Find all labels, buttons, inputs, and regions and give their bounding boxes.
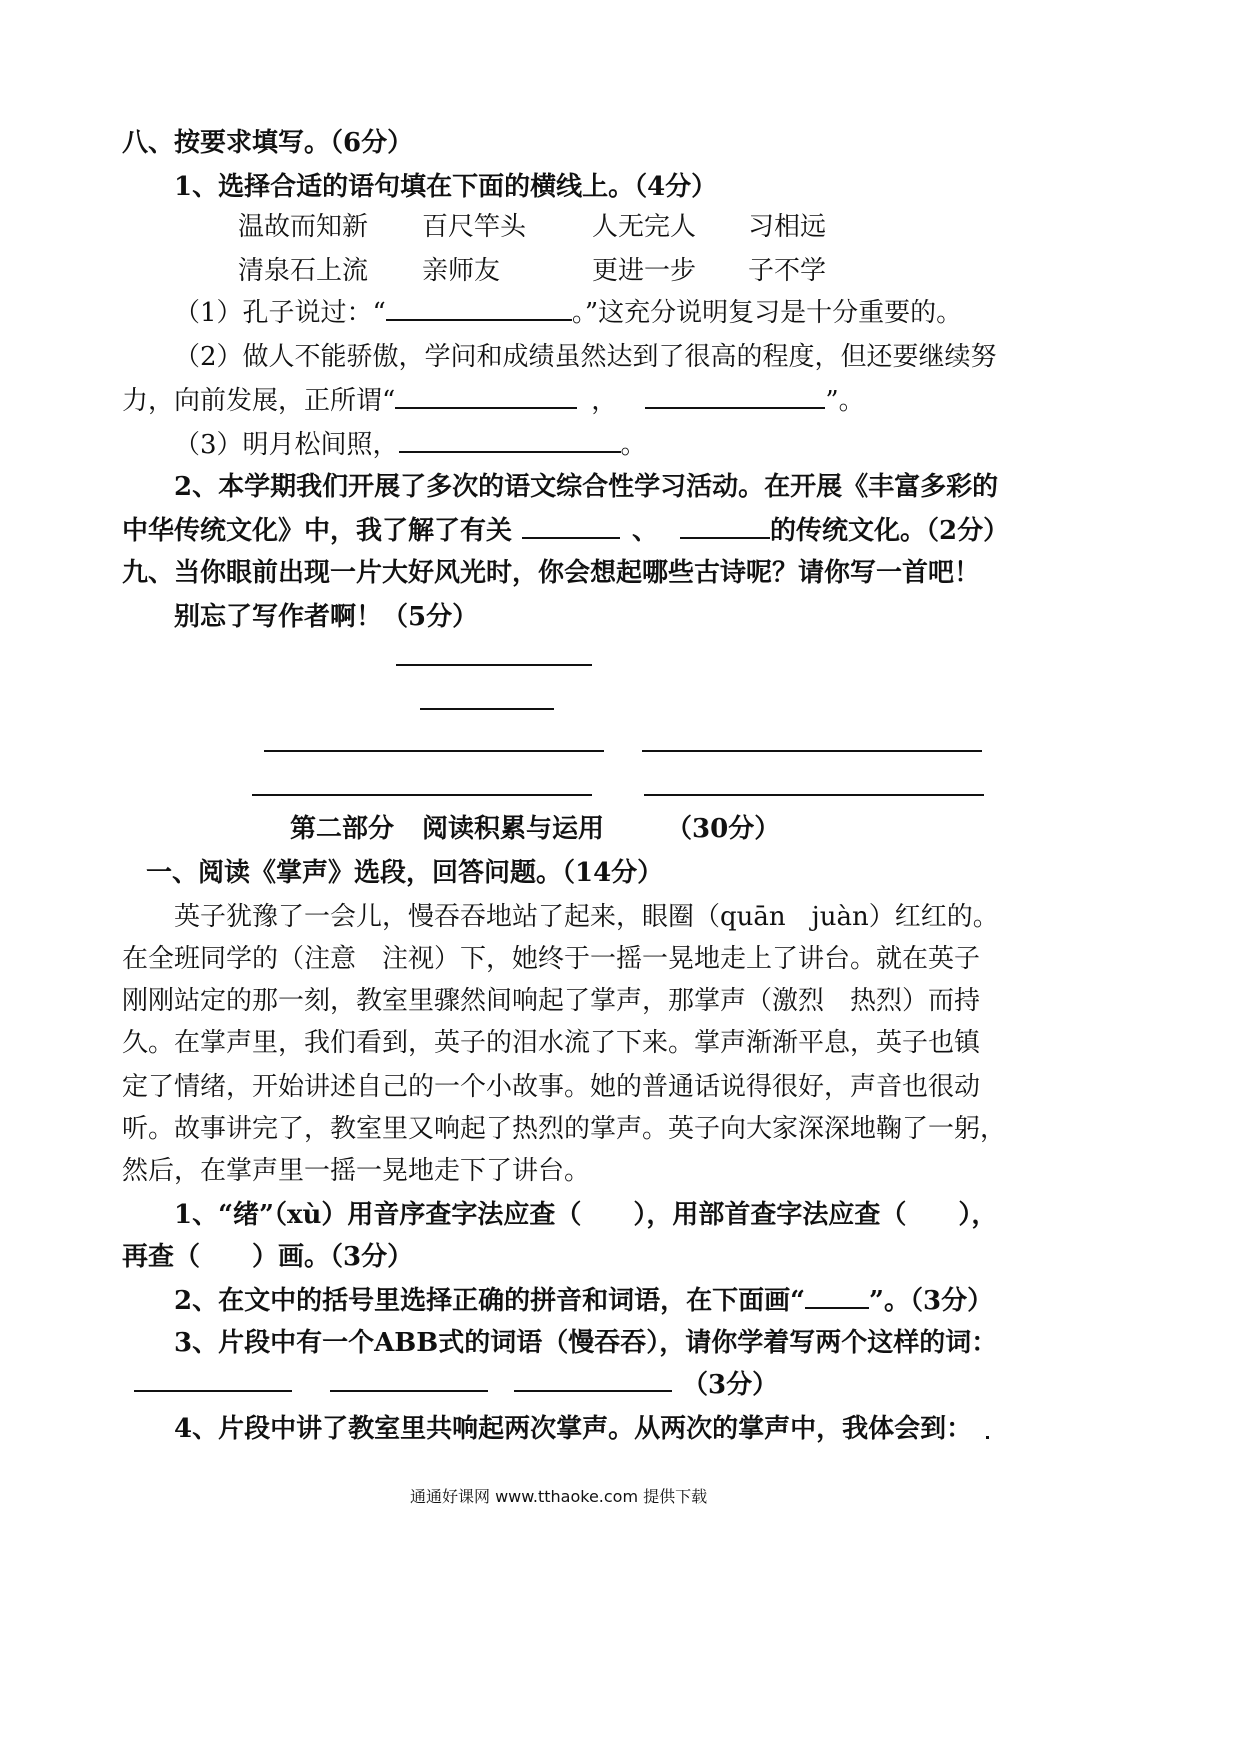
- section-8-q2-line1: 2、本学期我们开展了多次的语文综合性学习活动。在开展《丰富多彩的: [174, 472, 999, 502]
- q1-item-2-line2: [122, 380, 865, 417]
- poem-line[interactable]: [642, 750, 982, 752]
- option-word: 温故而知新: [238, 212, 369, 242]
- reading-q1-line1: 1、“绪”（xù）用音序查字法应查（ ），用部首查字法应查（ ），: [174, 1200, 998, 1230]
- q1-item-1-tail: 。”这充分说明复习是十分重要的。: [571, 298, 963, 328]
- option-word: 人无完人: [592, 212, 697, 242]
- reading-q3-score: （3分）: [682, 1370, 779, 1400]
- section-9-line2: 别忘了写作者啊！（5分）: [174, 602, 479, 632]
- option-word: 更进一步: [592, 256, 697, 286]
- part-2-name: 阅读积累与运用: [422, 814, 605, 844]
- reading-q2-text: 2、在文中的括号里选择正确的拼音和词语，在下面画“: [174, 1286, 806, 1316]
- passage-line: 定了情绪，开始讲述自己的一个小故事。她的普通话说得很好，声音也很动: [122, 1072, 981, 1102]
- dot-mark: [986, 1436, 989, 1439]
- q1-item-1: [174, 292, 962, 329]
- reading-q2-tail: ”。（3分）: [869, 1286, 994, 1316]
- option-word: 亲师友: [422, 256, 501, 286]
- q1-item-2-line1: （2）做人不能骄傲，学问和成绩虽然达到了很高的程度，但还要继续努: [174, 342, 997, 372]
- section-8-q2-line2: [122, 510, 1009, 547]
- section-8-title: 八、按要求填写。（6分）: [122, 128, 414, 158]
- part-2-label: 第二部分: [290, 814, 395, 844]
- option-word: 习相远: [748, 212, 827, 242]
- q2-separator: 、: [632, 516, 659, 546]
- passage-line: 英子犹豫了一会儿，慢吞吞地站了起来，眼圈（quān juàn）红红的。: [174, 902, 999, 932]
- poem-line[interactable]: [252, 794, 592, 796]
- poem-line[interactable]: [264, 750, 604, 752]
- q1-item-3: [174, 424, 647, 461]
- reading-q4-line1: 4、片段中讲了教室里共响起两次掌声。从两次的掌声中，我体会到：: [174, 1414, 973, 1444]
- reading-q2: [174, 1280, 993, 1317]
- answer-blank[interactable]: [522, 515, 620, 539]
- reading-q3-line1: 3、片段中有一个ABB式的词语（慢吞吞），请你学着写两个这样的词：: [174, 1328, 998, 1358]
- reading-q1-line2: 再查（ ）画。（3分）: [122, 1242, 414, 1272]
- option-word: 清泉石上流: [238, 256, 369, 286]
- answer-blank[interactable]: [399, 429, 621, 453]
- answer-line[interactable]: [134, 1390, 292, 1392]
- passage-line: 然后，在掌声里一摇一晃地走下了讲台。: [122, 1156, 591, 1186]
- passage-line: 久。在掌声里，我们看到，英子的泪水流了下来。掌声渐渐平息，英子也镇: [122, 1028, 981, 1058]
- q2-text: 中华传统文化》中，我了解了有关: [122, 516, 513, 546]
- part-2-title: [290, 808, 780, 845]
- footer-text: 通通好课网 www.tthaoke.com 提供下载: [410, 1487, 708, 1506]
- part-2-score: （30分）: [666, 814, 781, 844]
- section-9-line1: 九、当你眼前出现一片大好风光时，你会想起哪些古诗呢？请你写一首吧！: [122, 558, 981, 588]
- passage-line: 在全班同学的（注意 注视）下，她终于一摇一晃地走上了讲台。就在英子: [122, 944, 981, 974]
- poem-line[interactable]: [644, 794, 984, 796]
- q1-item-1-text: （1）孔子说过：“: [174, 298, 386, 328]
- option-word: 百尺竿头: [422, 212, 527, 242]
- answer-blank[interactable]: [645, 385, 825, 409]
- reading-1-title: 一、阅读《掌声》选段，回答问题。（14分）: [146, 858, 664, 888]
- section-8-q1-title: 1、选择合适的语句填在下面的横线上。（4分）: [174, 172, 718, 202]
- answer-line[interactable]: [330, 1390, 488, 1392]
- poem-author-line[interactable]: [420, 708, 554, 710]
- q1-item-3-text: （3）明月松间照，: [174, 430, 399, 460]
- answer-line[interactable]: [514, 1390, 672, 1392]
- answer-blank[interactable]: [680, 515, 770, 539]
- passage-line: 听。故事讲完了，教室里又响起了热烈的掌声。英子向大家深深地鞠了一躬，: [122, 1114, 1007, 1144]
- q1-item-2-text: 力，向前发展，正所谓“: [122, 386, 396, 416]
- q2-tail: 的传统文化。（2分）: [770, 516, 1010, 546]
- underline-sample: [805, 1285, 869, 1309]
- answer-blank[interactable]: [395, 385, 577, 409]
- poem-title-line[interactable]: [396, 664, 592, 666]
- q1-item-2-comma: ，: [591, 386, 618, 416]
- q1-item-3-tail: 。: [620, 430, 647, 460]
- q1-item-2-tail: ”。: [825, 386, 865, 416]
- passage-line: 刚刚站定的那一刻，教室里骤然间响起了掌声，那掌声（激烈 热烈）而持: [122, 986, 981, 1016]
- answer-blank[interactable]: [386, 297, 572, 321]
- option-word: 子不学: [748, 256, 827, 286]
